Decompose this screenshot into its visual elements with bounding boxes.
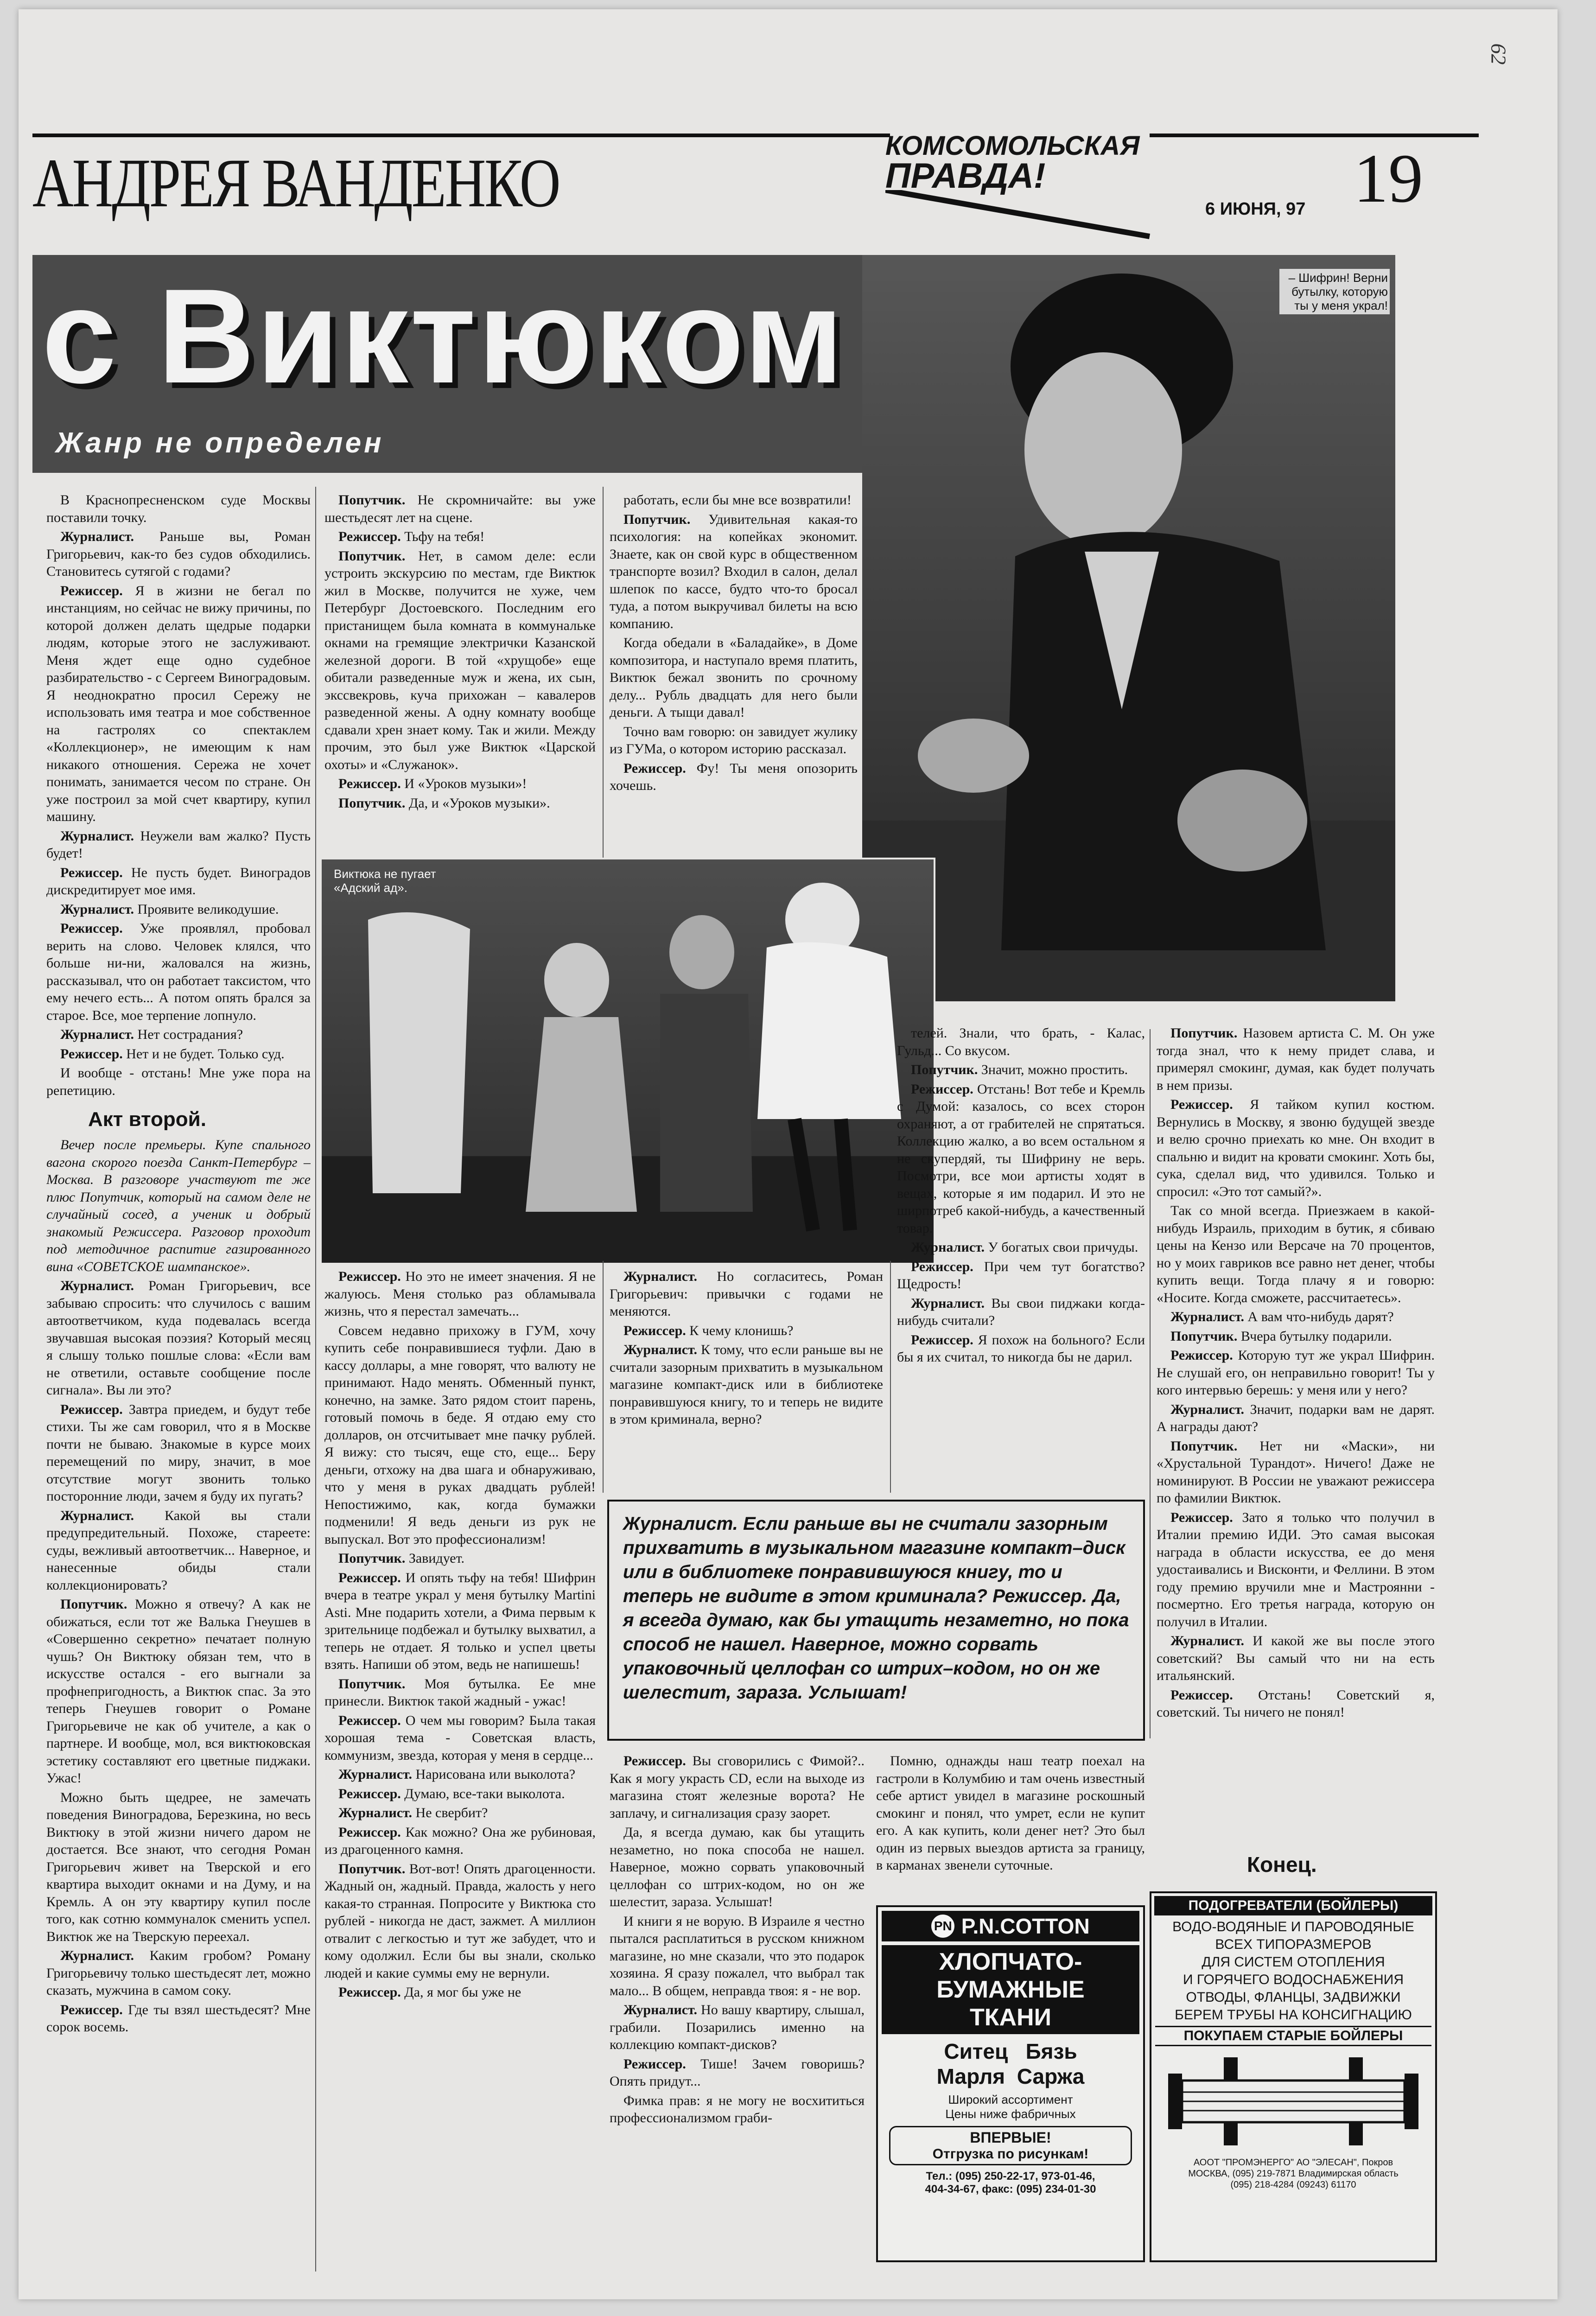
speaker-name: Режиссер.: [60, 2002, 123, 2017]
speaker-name: Журналист.: [623, 1342, 698, 1357]
ad-boilers-footer-1: АООТ "ПРОМЭНЕРГО" АО "ЭЛЕСАН", Покров: [1193, 2157, 1393, 2168]
speaker-name: Режиссер.: [60, 865, 123, 880]
col2-para: Режиссер. Как можно? Она же рубиновая, из драгоценного камня.: [324, 1824, 596, 1857]
col4-para: телей. Знали, что брать, - Калас, Гульд... Со вкусом.: [897, 1025, 1145, 1058]
masthead-rule-right: [1150, 134, 1479, 137]
ad-boilers-line: ВОДО-ВОДЯНЫЕ И ПАРОВОДЯНЫЕ: [1172, 1919, 1414, 1934]
col1-para: Журналист. Проявите великодушие.: [60, 901, 279, 917]
col4-para: Помню, однажды наш театр поехал на гастроли в Колумбию и там очень известный себе артист увидел в магазине роскошный смокинг и понял, что умрет, если не купит его. А как купить, коли денег нет? Это был один из первых выездов артиста за границу, в карманах звенели суточные.: [876, 1753, 1145, 1873]
speaker-name: Попутчик.: [338, 492, 406, 508]
masthead-rule-left: [32, 134, 890, 137]
article-column-4-bottom: [876, 1752, 1145, 1891]
speaker-name: Режиссер.: [623, 1753, 686, 1769]
speaker-name: Попутчик.: [338, 1676, 406, 1692]
ad-cotton-promo-box: [889, 2126, 1132, 2165]
speaker-name: Режиссер.: [338, 1985, 401, 2000]
col2-para: Совсем недавно прихожу в ГУМ, хочу купить себе понравившиеся туфли. Даю в кассу доллары, а мне говорят, что валюту не принимают. Надо менять. Обменный пункт, конечно, на замке. Зато рядом стоит парень, готовый помочь в беде. Я отдаю ему сто долларов, он отсчитывает мне пачку рублей. Я вижу: сто тысяч, еще сто, еще... Беру деньги, отхожу на два шага и обнаруживаю, что у меня в руках двадцать рублей! Непостижимо, как, когда бумажки подменили! Я ведь деньги из рук не выпускал. Вот это профессионализм!: [324, 1323, 596, 1547]
col5-para: Журналист. А вам что-нибудь дарят?: [1170, 1309, 1394, 1324]
act-two-intro: Вечер после премьеры. Купе спального вагона скорого поезда Санкт-Петербург – Москва. В разговоре участвуют те же плюс Попутчик, который на самом деле не случайный сосед, а ученик и добрый знакомый Режиссера. Разговор проходит под методичное распитие газированного вина «СОВЕТСКОЕ шампанское».: [46, 1137, 311, 1274]
col4-para: Попутчик. Значит, можно простить.: [911, 1062, 1128, 1077]
speaker-name: Журналист.: [60, 1278, 134, 1293]
speaker-name: Попутчик.: [60, 1597, 127, 1612]
ad-cotton-title-box: [882, 1945, 1139, 2034]
ad-boilers-header: ПОДОГРЕВАТЕЛИ (БОЙЛЕРЫ): [1154, 1896, 1432, 1915]
col2-para: Режиссер. И «Уроков музыки»!: [338, 776, 527, 791]
column-rule-2: [603, 487, 604, 858]
col1-para: Режиссер. Где ты взял шестьдесят? Мне сорок восемь.: [46, 2002, 311, 2035]
col1-para: Режиссер. Уже проявлял, пробовал верить на слово. Человек клялся, что больше ни-ни, жаловался на жизнь, рассказывал, что он работает таксистом, что ему нечего есть... А потом опять брался за старое. Все, мое терпение лопнуло.: [46, 921, 311, 1023]
ad-cotton-phones-1: Тел.: (095) 250-22-17, 973-01-46,: [926, 2170, 1095, 2182]
article-column-5: [1157, 1024, 1435, 1845]
speaker-name: Режиссер.: [338, 1824, 401, 1840]
stage-photo-caption: Виктюка не пугает «Адский ад».: [334, 867, 436, 895]
speaker-name: Режиссер.: [338, 1712, 401, 1728]
author-name: АНДРЕЯ ВАНДЕНКО: [32, 145, 560, 222]
speaker-name: Режиссер.: [1170, 1097, 1233, 1112]
newspaper-logo: [885, 131, 1140, 196]
col4-para: Режиссер. Отстань! Вот тебе и Кремль с Думой: казалось, со всех сторон охраняют, а от грабителей не спрятаться. Коллекцию жалко, а во всем остальном я не скупердяй, ты Шифрину не верь. Посмотри, все мои артисты ходят в вещах, которые я им подарил. И это не ширпотреб какой-нибудь, а качественный товар.: [897, 1081, 1145, 1236]
col3-para: Режиссер. Тише! Зачем говоришь? Опять придут...: [610, 2056, 865, 2089]
ad-cotton-shipment: Отгрузка по рисункам!: [932, 2146, 1089, 2162]
col5-para: Попутчик. Нет ни «Маски», ни «Хрустальной Турандот». Ничего! Даже не номинируют. В России не уважают режиссера по фамилии Виктюк.: [1157, 1438, 1435, 1506]
article-column-3-top: [610, 491, 858, 853]
col2-para: Режиссер. Думаю, все-таки выколота.: [338, 1786, 565, 1801]
speaker-name: Попутчик.: [1170, 1328, 1238, 1344]
speaker-name: Режиссер.: [911, 1259, 973, 1274]
col2-para: Попутчик. Да, и «Уроков музыки».: [338, 795, 550, 811]
ad-boilers-footer-2: МОСКВА, (095) 219-7871 Владимирская область: [1188, 2169, 1399, 2179]
col2-para: Режиссер. О чем мы говорим? Была такая хорошая тема - Советская власть, коммунизм, звезда, которая у меня в сердце...: [324, 1712, 596, 1763]
col2-para: Журналист. Нарисована или выколота?: [338, 1767, 576, 1782]
speaker-name: Попутчик.: [338, 1551, 406, 1566]
col3-para: Да, я всегда думаю, как бы утащить незаметно, но пока способа не нашел. Наверное, можно сорвать упаковочный целлофан со штрих-кодом, но он же шелестит, зараза. Услышат!: [610, 1825, 865, 1909]
col2-para: Попутчик. Вот-вот! Опять драгоценности. Жадный он, жадный. Правда, жалость у него какая-то странная. Попросите у Виктюка сто рублей - никогда не даст, зажмет. А миллион отвалит с легкостью и тут же забудет, что и кому одолжил. Если бы вы знали, сколько людей и какие суммы ему не вернули.: [324, 1861, 596, 1981]
speaker-name: Режиссер.: [60, 583, 123, 598]
article-column-2-bottom: [324, 1268, 596, 2269]
ad-cotton-prices: Цены ниже фабричных: [945, 2107, 1076, 2121]
article-column-3-bottom: [610, 1752, 865, 2267]
speaker-name: Режиссер.: [60, 1046, 123, 1062]
col5-para: Попутчик. Назовем артиста С. М. Он уже тогда знал, что к нему придет слава, и примерял смокинг, думая, как будет получать в нем призы.: [1157, 1025, 1435, 1093]
col1-para: В Краснопресненском суде Москвы поставили точку.: [46, 492, 311, 525]
ad-boilers-line: ОТВОДЫ, ФЛАНЦЫ, ЗАДВИЖКИ: [1186, 1990, 1401, 2005]
speaker-name: Режиссер.: [1170, 1509, 1233, 1525]
ad-cotton-line1: ХЛОПЧАТО-: [939, 1948, 1082, 1975]
headline-title: с Виктюком: [42, 261, 846, 411]
speaker-name: Режиссер.: [1170, 1687, 1233, 1703]
column-rule-3: [603, 1261, 604, 1493]
ad-cotton-brand-bar: [882, 1911, 1139, 1941]
col3-para: Журналист. К тому, что если раньше вы не считали зазорным прихватить в музыкальном магазине компакт-диск или в библиотеке понравившуюся книгу, то и теперь не видите в этом криминала, верно?: [610, 1342, 883, 1427]
ad-cotton-phones-2: 404-34-67, факс: (095) 234-01-30: [925, 2183, 1096, 2195]
speaker-name: Режиссер.: [623, 760, 686, 776]
act-two-heading: Акт второй.: [88, 1108, 206, 1131]
speaker-name: Журналист.: [911, 1240, 985, 1255]
speaker-name: Журналист.: [1170, 1401, 1245, 1417]
col1-para: Режиссер. Я в жизни не бегал по инстанциям, но сейчас не вижу причины, по которой должен делать щедрые подарки людям, которые этого не заслуживают. Меня ждет еще одно судебное разбирательство - с Сергеем Виноградовым. Я неоднократно просил Сережу не использовать имя театра и мое собственное на гастролях со спектаклем «Коллекционер», не имеющим к нам никакого отношения. Сережа не хочет понимать, занимается чесом по стране. Он уже построил за мой счет квартиру, купил машину.: [46, 583, 311, 824]
speaker-name: Журналист.: [60, 1027, 134, 1042]
col2-para: Попутчик. Моя бутылка. Ее мне принесли. Виктюк такой жадный - ужас!: [324, 1676, 596, 1709]
col2-para: Режиссер. И опять тьфу на тебя! Шифрин вчера в театре украл у меня бутылку Martini Asti. Мне подарить хотели, а Фима первым к зрительнице подбежал и бутылку выхватил, а теперь не отдает. Я только и успел цветы взять. Напиши об этом, ведь не напишешь!: [324, 1570, 596, 1672]
col3-para: Режиссер. Фу! Ты меня опозорить хочешь.: [610, 760, 858, 793]
speaker-name: Режиссер.: [623, 2056, 686, 2072]
col3-para: И книги я не ворую. В Израиле я честно пытался расплатиться в русском книжном магазине, но мне сказали, что это подарок хозяина. Я сразу пожалел, что выбрал так мало... В общем, неправда твоя: я - не вор.: [610, 1913, 865, 1998]
speaker-name: Режиссер.: [60, 1401, 123, 1417]
col1-para: Журналист. Раньше вы, Роман Григорьевич, как-то без судов обходились. Становитесь сутягой с годами?: [46, 529, 311, 579]
col3-para: Когда обедали в «Баладайке», в Доме композитора, и наступало время платить, Виктюк бежал звонить по срочному делу... Рубль двадцать для него были деньги. А тыщи давал!: [610, 635, 858, 720]
column-rule-1: [315, 487, 316, 2271]
logo-line-1: КОМСОМОЛЬСКАЯ: [885, 131, 1140, 161]
speaker-name: Режиссер.: [911, 1332, 973, 1348]
column-rule-4: [890, 1261, 891, 1493]
speaker-name: Режиссер.: [338, 529, 401, 544]
article-column-4-middle: [897, 1024, 1145, 1493]
speaker-name: Журналист.: [60, 1948, 134, 1963]
col5-para: Режиссер. Отстань! Советский я, советский. Ты ничего не понял!: [1157, 1687, 1435, 1720]
speaker-name: Режиссер.: [623, 1323, 686, 1338]
speaker-name: Попутчик.: [623, 511, 691, 527]
main-photo-caption: – Шифрин! Верни бутылку, которую ты у меня украл!: [1279, 269, 1390, 314]
headline-subtitle: Жанр не определен: [56, 427, 384, 459]
ad-cotton-first: ВПЕРВЫЕ!: [970, 2129, 1051, 2146]
stage-photo-figures: [322, 859, 934, 1263]
speaker-name: Попутчик.: [338, 1861, 406, 1877]
issue-date: 6 ИЮНЯ, 97: [1205, 199, 1306, 219]
col1-para: Режиссер. Не пусть будет. Виноградов дискредитирует мое имя.: [46, 865, 311, 897]
speaker-name: Попутчик.: [911, 1062, 978, 1077]
ad-boilers-line: БЕРЕМ ТРУБЫ НА КОНСИГНАЦИЮ: [1175, 2007, 1412, 2023]
col1-para: Журналист. Какой вы стали предупредительный. Похоже, стареете: суды, вежливый автоответчик... Наверное, и нанесенные обиды стали коллекционировать?: [46, 1508, 311, 1593]
article-column-2-top: [324, 491, 596, 853]
cotton-logo-icon: PN: [931, 1915, 954, 1938]
col5-para: Режиссер. Которую тут же украл Шифрин. Не слушай его, он неправильно говорит! Ты у кого интервью берешь: у меня или у него?: [1157, 1348, 1435, 1398]
col2-para: Журналист. Не свербит?: [338, 1805, 488, 1820]
col5-para: Так со мной всегда. Приезжаем в какой-нибудь Израиль, приходим в бутик, я сбиваю цены на Кензо или Версаче на 70 процентов, но у моих гавриков все равно нет денег, чтобы купить вещи. Тогда плачу я и говорю: «Носите. Когда сможете, рассчитаетесь».: [1157, 1203, 1435, 1305]
col1-para: Журналист. Каким гробом? Роману Григорьевичу только шестьдесят лет, можно сказать, мужчина в самом соку.: [46, 1948, 311, 1998]
ad-cotton-line2: БУМАЖНЫЕ: [936, 1976, 1085, 2003]
speaker-name: Журналист.: [623, 2002, 698, 2017]
page-number: 19: [1354, 140, 1423, 217]
newspaper-page: [19, 9, 1558, 2299]
article-column-1: [46, 491, 311, 2267]
speaker-name: Журналист.: [338, 1805, 413, 1820]
article-column-3-middle: [610, 1268, 883, 1490]
margin-note: 62: [1487, 43, 1511, 65]
logo-slash: [885, 190, 1154, 241]
col3-para: Фимка прав: я не могу не восхититься профессионализмом граби-: [610, 2093, 865, 2125]
col1-para: Журналист. Неужели вам жалко? Пусть будет!: [46, 828, 311, 861]
col3-para: работать, если бы мне все возвратили!: [623, 492, 852, 508]
speaker-name: Журналист.: [60, 1508, 134, 1523]
col1-para: Журналист. Нет сострадания?: [60, 1027, 243, 1042]
main-photo-director: [862, 255, 1395, 1001]
col1-para: Можно быть щедрее, не замечать поведения Виноградова, Березкина, но весь Виктюку в этой жизни ничего даром не достается. Все знают, что сегодня Роман Григорьевич живет на Тверской и его квартира выходит окнами и на Думу, и на Кремль. А он эту квартиру купил после того, как сотню коммуналок сменить успел. Виктюк же на Тверскую переехал.: [46, 1789, 311, 1944]
speaker-name: Журналист.: [623, 1269, 698, 1284]
col3-para: Журналист. Но вашу квартиру, слышал, грабили. Позарились именно на коллекцию компакт-дисков?: [610, 2002, 865, 2052]
stage-photo: [320, 858, 935, 1265]
ad-boilers-buy: ПОКУПАЕМ СТАРЫЕ БОЙЛЕРЫ: [1155, 2026, 1431, 2046]
ad-cotton-assortment: Широкий ассортимент: [948, 2093, 1073, 2106]
speaker-name: Режиссер.: [60, 921, 123, 936]
col1-para: Режиссер. Нет и не будет. Только суд.: [60, 1046, 285, 1062]
speaker-name: Журналист.: [1170, 1309, 1245, 1324]
col2-para: Попутчик. Не скромничайте: вы уже шестьдесят лет на сцене.: [324, 492, 596, 525]
boiler-diagram-icon: [1154, 2048, 1432, 2155]
col2-para: Режиссер. Да, я мог бы уже не: [338, 1985, 521, 2000]
ad-boilers-line: И ГОРЯЧЕГО ВОДОСНАБЖЕНИЯ: [1183, 1972, 1404, 1987]
col5-para: Режиссер. Зато я только что получил в Италии премию ИДИ. Это самая высокая награда в области искусства, ее до меня удостаивались и Висконти, и Феллини. В этом году премию вручили мне и Мастроянни - посмертно. Его третья награда, которую он получил в Италии.: [1157, 1509, 1435, 1629]
speaker-name: Журналист.: [338, 1767, 413, 1782]
col4-para: Журналист. У богатых свои причуды.: [911, 1240, 1138, 1255]
speaker-name: Журналист.: [60, 828, 134, 844]
col5-para: Журналист. И какой же вы после этого советский? Вы самый что ни на есть итальянский.: [1157, 1633, 1435, 1683]
ad-cotton-fabrics-1: Ситец Бязь: [944, 2039, 1077, 2063]
ad-cotton-brand: P.N.COTTON: [961, 1914, 1090, 1938]
speaker-name: Журналист.: [60, 529, 134, 544]
col5-para: Журналист. Значит, подарки вам не дарят. А награды дают?: [1157, 1401, 1435, 1434]
ad-boilers-line: ВСЕХ ТИПОРАЗМЕРОВ: [1215, 1937, 1372, 1952]
col1-para: Режиссер. Завтра приедем, и будут тебе стихи. Ты же сам говорил, что я в Москве почти не бываю. Знакомые в курсе моих перемещений по миру, значит, в мое отсутствие могут звонить только посторонние люди, зачем я буду их пугать?: [46, 1401, 311, 1504]
col3-para: Режиссер. Вы сговорились с Фимой?.. Как я могу украсть CD, если на выходе из магазина стоят железные ворота? Не заплачу, и сигнализация сразу заорет.: [610, 1753, 865, 1821]
col5-para: Режиссер. Я тайком купил костюм. Вернулись в Москву, я звоню будущей звезде и велю срочно приехать ко мне. Он входит в спальню и видит на кровати смокинг. Хоть бы, сука, сделал вид, что удивился. Только и спросил: «Это тот самый?».: [1157, 1097, 1435, 1199]
col3-para: Журналист. Но согласитесь, Роман Григорьевич: привычки с годами не меняются.: [610, 1269, 883, 1319]
col3-para: Точно вам говорю: он завидует жулику из ГУМа, о котором историю рассказал.: [610, 724, 858, 757]
speaker-name: Журналист.: [60, 901, 134, 917]
speaker-name: Режиссер.: [338, 1570, 401, 1585]
col4-para: Режиссер. При чем тут богатство? Щедрость!: [897, 1259, 1145, 1292]
article-end-mark: Конец.: [1247, 1852, 1317, 1877]
speaker-name: Попутчик.: [1170, 1025, 1238, 1041]
speaker-name: Режиссер.: [338, 1786, 401, 1801]
ad-boilers-line: ДЛЯ СИСТЕМ ОТОПЛЕНИЯ: [1202, 1954, 1385, 1970]
speaker-name: Режиссер.: [1170, 1348, 1233, 1363]
speaker-name: Попутчик.: [338, 795, 406, 811]
ad-boilers-footer-3: (095) 218-4284 (09243) 61170: [1230, 2180, 1356, 2190]
col1-para: И вообще - отстань! Мне уже пора на репетицию.: [46, 1065, 311, 1098]
col4-para: Режиссер. Я похож на больного? Если бы я их считал, то никогда бы не дарил.: [897, 1332, 1145, 1365]
col3-para: Режиссер. К чему клонишь?: [623, 1323, 794, 1338]
ad-cotton-fabrics-2: Марля Саржа: [936, 2064, 1085, 2088]
col2-para: Режиссер. Тьфу на тебя!: [338, 529, 485, 544]
speaker-name: Попутчик.: [1170, 1438, 1238, 1454]
speaker-name: Режиссер.: [338, 776, 401, 791]
col4-para: Журналист. Вы свои пиджаки когда-нибудь считали?: [897, 1295, 1145, 1328]
speaker-name: Попутчик.: [338, 548, 406, 564]
col3-para: Попутчик. Удивительная какая-то психология: на копейках экономит. Знаете, как он свой курс в общественном транспорте возил? Входил в салон, делал шлепок по кассе, будто что-то бросал туда, а потом выкручивал билеты на всю компанию.: [610, 511, 858, 631]
col1-para: Попутчик. Можно я отвечу? А как не обижаться, если тот же Валька Гнеушев в «Совершенно секретно» печатает полную чушь? Он Виктюку обязан тем, что в искусстве остался - его выгнали за профнепригодность, а Виктюк спас. За это теперь Гнеушев говорит о Романе Григорьевиче не как об учителе, а как о партнере. И вообще, мол, вся виктюковская эстетику составляют его цветные пиджаки. Ужас!: [46, 1597, 311, 1786]
col2-para: Попутчик. Нет, в самом деле: если устроить экскурсию по местам, где Виктюк жил в Москве, получится не хуже, чем Петербург Достоевского. Последним его пристанищем была комната в коммунальке окнами на гремящие электрички Казанской железной дороги. В той «хрущобе» еще обитали разведенные муж и жена, их сын, экссвекровь, куча прихожан – кавалеров разведенной жены. А одну комнату вообще сдавали хрен знает кому. Так и жили. Между прочим, это был уже Виктюк «Царской охоты» и «Служанок».: [324, 548, 596, 772]
speaker-name: Режиссер.: [338, 1269, 401, 1284]
pull-quote: Журналист. Если раньше вы не считали зазорным прихватить в музыкальном магазине компакт–диск или в библиотеке понравившуюся книгу, то и теперь не видите в этом криминала? Режиссер. Да, я всегда думаю, как бы утащить незаметно, но пока способ не нашел. Наверное, можно сорвать упаковочный целлофан со штрих–кодом, но он же шелестит, зараза. Услышат!: [607, 1500, 1145, 1741]
main-photo-figure: [862, 255, 1395, 1001]
col1-para: Журналист. Роман Григорьевич, все забываю спросить: что случилось с вашим автоответчиком, куда подевалась всегда звучавшая высокая поэзия? Который месяц я слышу только пошлые слова: «Если вам не ответили, оставьте сообщение после сигнала». Вы ли это?: [46, 1278, 311, 1398]
col2-para: Режиссер. Но это не имеет значения. Я не жалуюсь. Меня столько раз обламывала жизнь, что я перестал замечать...: [324, 1269, 596, 1319]
ad-cotton-line3: ТКАНИ: [970, 2004, 1051, 2031]
ad-cotton: [876, 1905, 1145, 2262]
speaker-name: Режиссер.: [911, 1081, 973, 1097]
speaker-name: Журналист.: [911, 1295, 985, 1311]
logo-line-2: ПРАВДА!: [885, 156, 1046, 196]
col2-para: Попутчик. Завидует.: [338, 1551, 464, 1566]
column-rule-5: [1150, 1029, 1151, 1738]
speaker-name: Журналист.: [1170, 1633, 1245, 1648]
col5-para: Попутчик. Вчера бутылку подарили.: [1170, 1328, 1392, 1344]
ad-boilers: [1150, 1891, 1437, 2262]
